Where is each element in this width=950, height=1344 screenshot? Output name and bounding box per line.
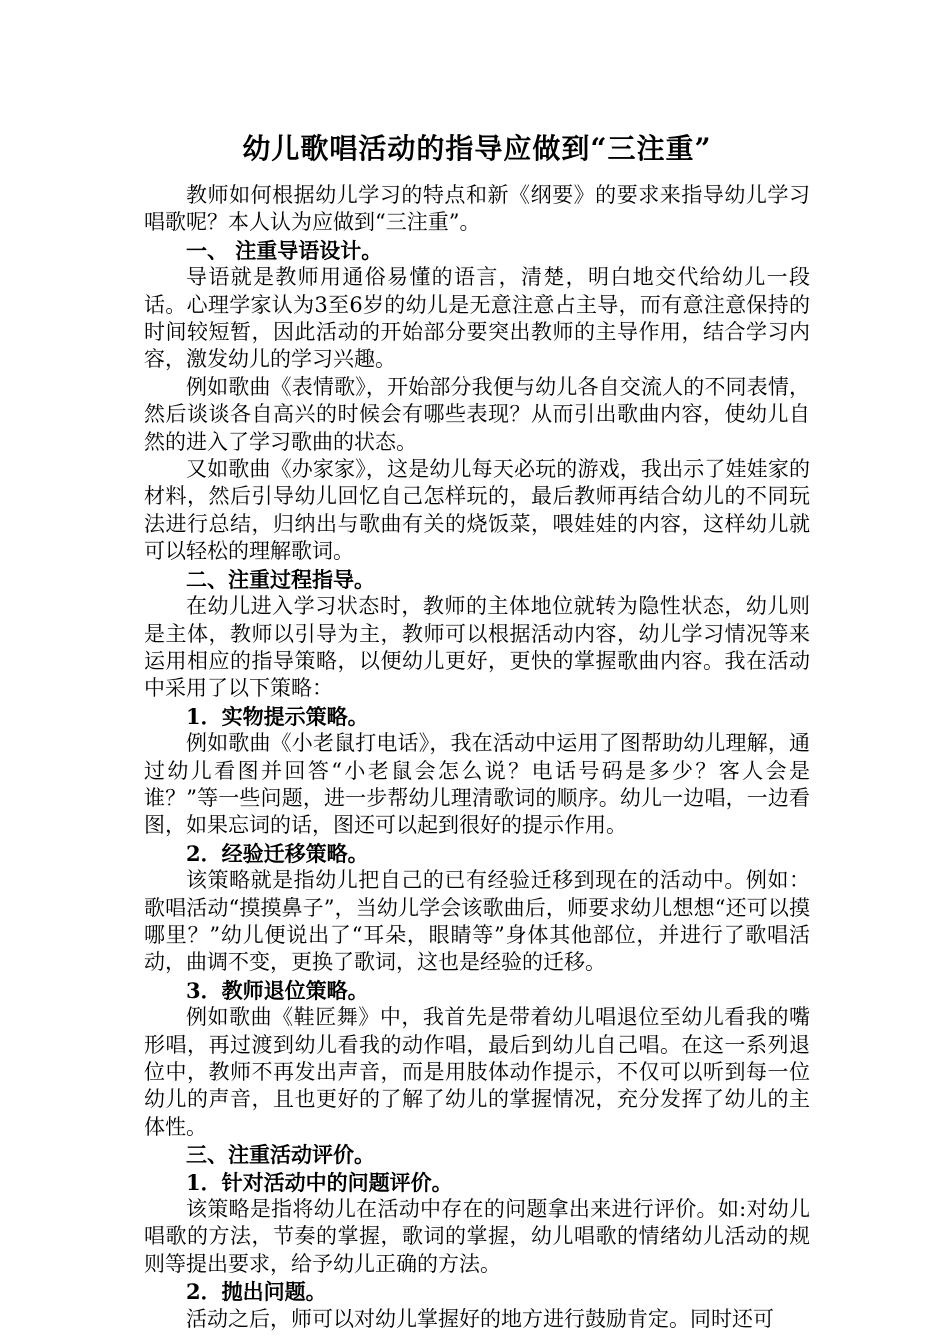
intro-paragraph: 教师如何根据幼儿学习的特点和新《纲要》的要求来指导幼儿学习唱歌呢？本人认为应做到“三注重”。 (144, 183, 810, 235)
body-paragraph: 该策略就是指幼儿把自己的已有经验迁移到现在的活动中。例如：歌唱活动“摸摸鼻子”，当幼儿学会该歌曲后，师要求幼儿想想“还可以摸哪里？”幼儿便说出了“耳朵，眼睛等”身体其他部位，并进行了歌唱活动，曲调不变，更换了歌词，这也是经验的迁移。 (144, 868, 810, 975)
subsection-heading: 2．经验迁移策略。 (186, 840, 369, 866)
subsection-heading: 3．教师退位策略。 (186, 977, 369, 1003)
subsection-heading: 2．抛出问题。 (186, 1279, 327, 1305)
body-paragraph: 活动之后，师可以对幼儿掌握好的地方进行鼓励肯定。同时还可 (186, 1306, 774, 1331)
body-paragraph: 例如歌曲《鞋匠舞》中，我首先是带着幼儿唱退位至幼儿看我的嘴形唱，再过渡到幼儿看我的动作唱，最后到幼儿自己唱。在这一系列退位中，教师不再发出声音，而是用肢体动作提示，不仅可以听到每一位幼儿的声音，且也更好的了解了幼儿的掌握情况，充分发挥了幼儿的主体性。 (144, 1005, 810, 1139)
body-paragraph: 例如歌曲《小老鼠打电话》，我在活动中运用了图帮助幼儿理解，通过幼儿看图并回答“小老鼠会怎么说？电话号码是多少？客人会是谁？”等一些问题，进一步帮幼儿理清歌词的顺序。幼儿一边唱，一边看图，如果忘词的话，图还可以起到很好的提示作用。 (144, 731, 810, 838)
subsection-heading: 1．针对活动中的问题评价。 (186, 1169, 453, 1195)
document-title: 幼儿歌唱活动的指导应做到“三注重” (242, 132, 712, 165)
subsection-heading: 1．实物提示策略。 (186, 703, 369, 729)
body-paragraph: 该策略是指将幼儿在活动中存在的问题拿出来进行评价。如:对幼儿唱歌的方法，节奏的掌握，歌词的掌握，幼儿唱歌的情绪幼儿活动的规则等提出要求，给予幼儿正确的方法。 (144, 1197, 810, 1276)
body-paragraph: 又如歌曲《办家家》，这是幼儿每天必玩的游戏，我出示了娃娃家的材料，然后引导幼儿回忆自己怎样玩的，最后教师再结合幼儿的不同玩法进行总结，归纳出与歌曲有关的烧饭菜，喂娃娃的内容，这样幼儿就可以轻松的理解歌词。 (144, 457, 810, 564)
section-heading-3: 三、注重活动评价。 (186, 1142, 375, 1168)
body-paragraph: 导语就是教师用通俗易懂的语言，清楚，明白地交代给幼儿一段话。心理学家认为3至6岁的幼儿是无意注意占主导，而有意注意保持的时间较短暂，因此活动的开始部分要突出教师的主导作用，结合学习内容，激发幼儿的学习兴趣。 (144, 265, 810, 372)
document-page (144, 128, 810, 1333)
section-heading-2: 二、注重过程指导。 (186, 566, 375, 592)
section-heading-1: 一、 注重导语设计。 (186, 237, 383, 263)
body-paragraph: 例如歌曲《表情歌》，开始部分我便与幼儿各自交流人的不同表情，然后谈谈各自高兴的时候会有哪些表现？从而引出歌曲内容，使幼儿自然的进入了学习歌曲的状态。 (144, 374, 810, 454)
body-paragraph: 在幼儿进入学习状态时，教师的主体地位就转为隐性状态，幼儿则是主体，教师以引导为主，教师可以根据活动内容，幼儿学习情况等来运用相应的指导策略，以便幼儿更好，更快的掌握歌曲内容。我在活动中采用了以下策略： (144, 594, 810, 701)
